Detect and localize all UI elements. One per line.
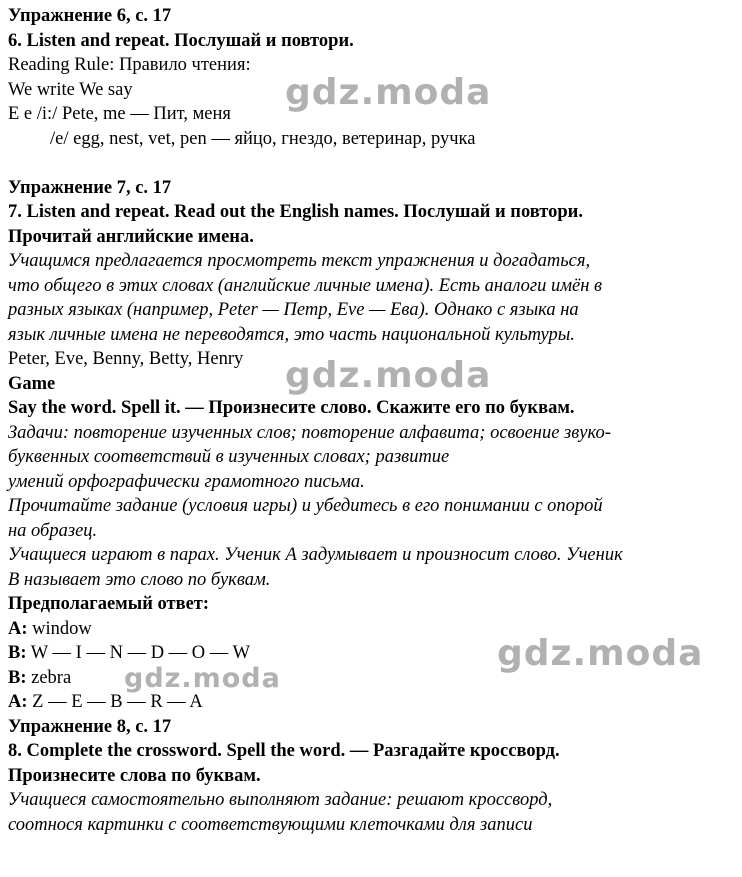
speaker-label: A: bbox=[8, 618, 28, 639]
teacher-note: Учащиеся играют в парах. Ученик А задумывает и произносит слово. Ученик bbox=[8, 545, 623, 565]
text-lines bbox=[8, 4, 738, 837]
teacher-note: умений орфографически грамотного письма. bbox=[8, 471, 365, 492]
heading-text: Упражнение 6, с. 17 bbox=[8, 6, 172, 26]
answer-line bbox=[8, 666, 738, 691]
answer-line bbox=[8, 617, 738, 642]
speaker-label: B: bbox=[8, 667, 27, 688]
heading-text: Произнесите слова по буквам. bbox=[8, 765, 261, 786]
speaker-label: B: bbox=[8, 643, 27, 663]
teacher-note: Прочитайте задание (условия игры) и убедитесь в его понимании с опорой bbox=[8, 496, 603, 516]
heading-text: Упражнение 7, с. 17 bbox=[8, 177, 172, 198]
heading-text: Упражнение 8, с. 17 bbox=[8, 716, 172, 737]
answer-line bbox=[8, 641, 738, 666]
spacer bbox=[8, 151, 738, 176]
teacher-note: Учащимся предлагается просмотреть текст упражнения и догадаться, bbox=[8, 251, 591, 271]
teacher-note: на образец. bbox=[8, 520, 98, 541]
rule-line: /e/ egg, nest, vet, pen — яйцо, гнездо, ветеринар, ручка bbox=[50, 128, 476, 149]
teacher-note: язык личные имена не переводятся, это часть национальной культуры. bbox=[8, 324, 575, 345]
body-text: Reading Rule: Правило чтения: bbox=[8, 55, 251, 75]
document-body bbox=[8, 0, 738, 837]
heading-text: Предполагаемый ответ: bbox=[8, 594, 210, 614]
heading-text: Прочитай английские имена. bbox=[8, 226, 254, 247]
heading-text: 8. Complete the crossword. Spell the word. — Разгадайте кроссворд. bbox=[8, 741, 560, 761]
answer-text: Z — E — B — R — A bbox=[27, 692, 203, 712]
heading-text: Game bbox=[8, 373, 56, 394]
watermark-4: gdz.moda bbox=[124, 663, 281, 694]
heading-text: 6. Listen and repeat. Послушай и повтори. bbox=[8, 30, 354, 51]
teacher-note: буквенных соответствий в изученных словах; развитие bbox=[8, 447, 450, 467]
watermark-2: gdz.moda bbox=[285, 355, 492, 396]
teacher-note: Учащиеся самостоятельно выполняют задание: решают кроссворд, bbox=[8, 790, 553, 810]
body-text: We write We say bbox=[8, 79, 133, 100]
teacher-note: В называет это слово по буквам. bbox=[8, 569, 271, 590]
watermark-3: gdz.moda bbox=[497, 633, 704, 674]
watermark-1: gdz.moda bbox=[285, 72, 492, 113]
answer-text: W — I — N — D — O — W bbox=[26, 643, 251, 663]
speaker-label: A: bbox=[8, 692, 28, 712]
teacher-note: разных языках (например, Peter — Петр, Eve — Ева). Однако с языка на bbox=[8, 300, 579, 320]
body-text: E e /i:/ Pete, me — Пит, меня bbox=[8, 104, 231, 124]
teacher-note: соотнося картинки с соответствующими клеточками для записи bbox=[8, 814, 533, 835]
body-text: Peter, Eve, Benny, Betty, Henry bbox=[8, 349, 244, 369]
answer-text: zebra bbox=[26, 667, 72, 688]
heading-text: 7. Listen and repeat. Read out the English names. Послушай и повтори. bbox=[8, 202, 583, 222]
answer-text: window bbox=[27, 618, 92, 639]
answer-line bbox=[8, 690, 738, 715]
teacher-note: Задачи: повторение изученных слов; повторение алфавита; освоение звуко- bbox=[8, 422, 611, 443]
heading-text: Say the word. Spell it. — Произнесите слово. Скажите его по буквам. bbox=[8, 398, 575, 418]
teacher-note: что общего в этих словах (английские личные имена). Есть аналоги имён в bbox=[8, 275, 603, 296]
